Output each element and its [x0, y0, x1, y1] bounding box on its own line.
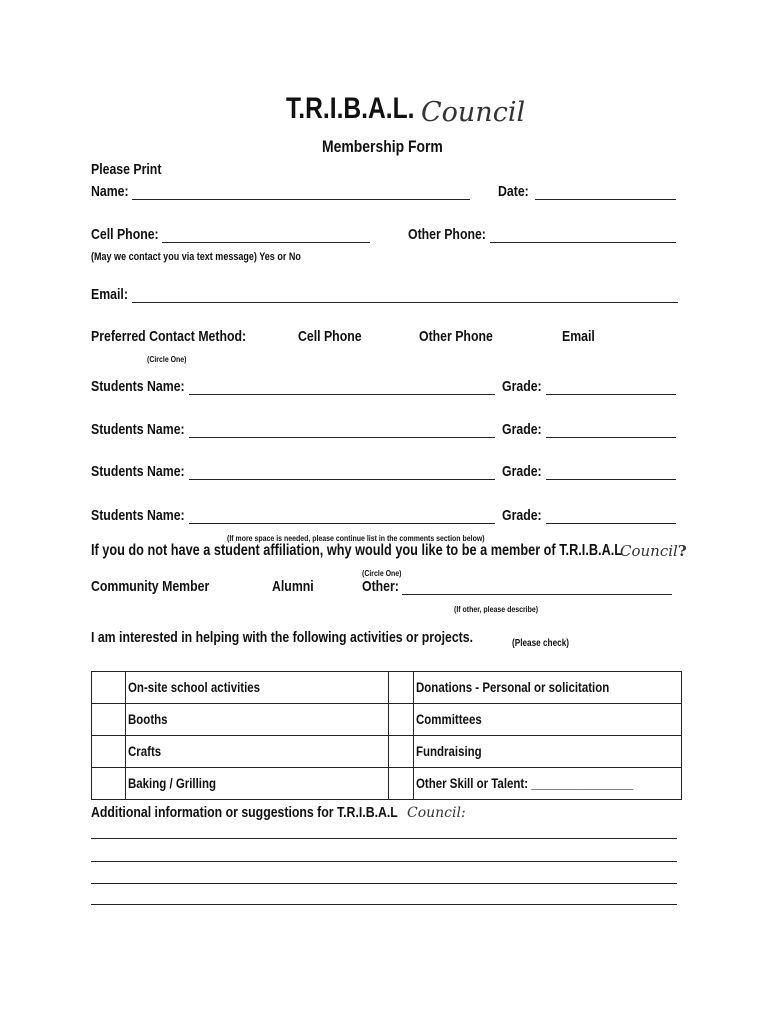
additional-info-label: Additional information or suggestions for T.R.I.B.A.L: [91, 804, 398, 821]
additional-info-script: Council:: [407, 805, 466, 821]
activity-label: Baking / Grilling: [126, 768, 389, 800]
affiliation-question: If you do not have a student affiliation, why would you like to be a member of T.R.I.B.A.L: [91, 542, 623, 559]
activity-label: Fundraising: [414, 736, 682, 768]
table-row: [92, 672, 682, 704]
date-field[interactable]: [535, 199, 676, 200]
activity-label: Donations - Personal or solicitation: [414, 672, 682, 704]
option-alumni[interactable]: Alumni: [272, 578, 314, 595]
affiliation-question-script: Council?: [620, 542, 687, 560]
table-row: [92, 768, 682, 800]
please-print-label: Please Print: [91, 161, 162, 178]
activity-label[interactable]: Other Skill or Talent: ________________: [414, 768, 682, 800]
grade-field[interactable]: [546, 437, 676, 438]
other-description-note: (If other, please describe): [454, 604, 539, 614]
student-name-label: Students Name:: [91, 463, 185, 480]
activity-label: On-site school activities: [126, 672, 389, 704]
checkbox-crafts[interactable]: [92, 736, 126, 768]
grade-field[interactable]: [546, 479, 676, 480]
checkbox-other-skill[interactable]: [389, 768, 414, 800]
student-name-label: Students Name:: [91, 421, 185, 438]
grade-field[interactable]: [546, 523, 676, 524]
student-name-label: Students Name:: [91, 378, 185, 395]
email-field[interactable]: [132, 302, 678, 303]
checkbox-committees[interactable]: [389, 704, 414, 736]
checkbox-booths[interactable]: [92, 704, 126, 736]
option-cell-phone[interactable]: Cell Phone: [298, 328, 362, 345]
title-main: T.R.I.B.A.L.: [286, 92, 415, 125]
comments-line[interactable]: [91, 838, 677, 839]
option-email[interactable]: Email: [562, 328, 595, 345]
text-consent-note: (May we contact you via text message) Yes or No: [91, 251, 301, 263]
activity-label: Committees: [414, 704, 682, 736]
checkbox-fundraising[interactable]: [389, 736, 414, 768]
email-label: Email:: [91, 286, 128, 303]
grade-label: Grade:: [502, 421, 542, 438]
table-row: [92, 704, 682, 736]
checkbox-donations[interactable]: [389, 672, 414, 704]
checkbox-baking[interactable]: [92, 768, 126, 800]
option-community-member[interactable]: Community Member: [91, 578, 210, 595]
student-name-field[interactable]: [189, 523, 495, 524]
preferred-contact-label: Preferred Contact Method:: [91, 328, 247, 345]
other-phone-label: Other Phone:: [408, 226, 486, 243]
circle-one-note: (Circle One): [147, 354, 187, 364]
student-name-field[interactable]: [189, 479, 495, 480]
please-check-note: (Please check): [512, 638, 569, 649]
cell-phone-label: Cell Phone:: [91, 226, 159, 243]
checkbox-onsite[interactable]: [92, 672, 126, 704]
form-title: [286, 92, 443, 126]
other-phone-field[interactable]: [490, 242, 676, 243]
comments-line[interactable]: [91, 883, 677, 884]
title-script: Council: [421, 97, 526, 128]
activities-intro: I am interested in helping with the following activities or projects.: [91, 629, 474, 646]
cell-phone-field[interactable]: [162, 242, 370, 243]
grade-field[interactable]: [546, 394, 676, 395]
other-description-field[interactable]: [402, 594, 672, 595]
grade-label: Grade:: [502, 463, 542, 480]
comments-line[interactable]: [91, 904, 677, 905]
form-subtitle: Membership Form: [322, 137, 443, 156]
student-name-label: Students Name:: [91, 507, 185, 524]
name-field[interactable]: [132, 199, 470, 200]
comments-line[interactable]: [91, 861, 677, 862]
grade-label: Grade:: [502, 378, 542, 395]
activities-table: [91, 671, 682, 800]
activity-label: Crafts: [126, 736, 389, 768]
student-name-field[interactable]: [189, 437, 495, 438]
table-row: [92, 736, 682, 768]
option-other[interactable]: Other:: [362, 578, 399, 595]
affiliation-circle-one: (Circle One): [362, 568, 402, 578]
name-label: Name:: [91, 183, 129, 200]
date-label: Date:: [498, 183, 529, 200]
grade-label: Grade:: [502, 507, 542, 524]
activity-label: Booths: [126, 704, 389, 736]
option-other-phone[interactable]: Other Phone: [419, 328, 493, 345]
student-name-field[interactable]: [189, 394, 495, 395]
students-overflow-note: (If more space is needed, please continue list in the comments section below): [227, 533, 485, 543]
